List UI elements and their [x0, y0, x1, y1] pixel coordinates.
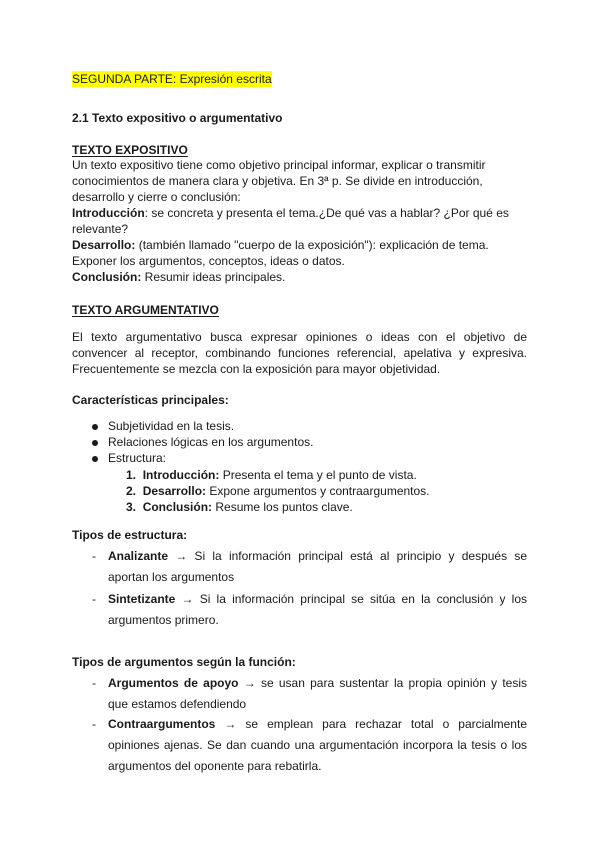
expositivo-conclusion	[72, 269, 285, 285]
analizante-label: Analizante	[108, 549, 169, 563]
argumento-apoyo	[108, 675, 527, 691]
contra-cont-1: opiniones ajenas. Se dan cuando una argumentación incorpora la tesis o los	[108, 738, 527, 752]
bullet-item: Subjetividad en la tesis.	[108, 419, 235, 433]
estructura-label: Introducción:	[142, 468, 220, 482]
bullet-icon	[92, 424, 98, 430]
tipos-argumentos-title: Tipos de argumentos según la función:	[72, 655, 296, 669]
expositivo-desarrollo	[72, 237, 489, 253]
estructura-item-3	[126, 499, 353, 515]
estructura-item-2	[126, 483, 430, 499]
estructura-num: 3.	[126, 500, 137, 514]
apoyo-cont: que estamos defendiendo	[108, 697, 247, 711]
estructura-text: Presenta el tema y el punto de vista.	[219, 468, 417, 482]
argumentativo-line-1: El texto argumentativo busca expresar opiniones o ideas con el objetivo de	[72, 330, 527, 344]
expositivo-heading: TEXTO EXPOSITIVO	[72, 143, 188, 157]
contra-text: → se emplean para rechazar total o parcialmente	[224, 717, 527, 731]
argumentativo-line-3: Frecuentemente se mezcla con la exposición para mayor objetividad.	[72, 362, 441, 376]
argumentativo-heading: TEXTO ARGUMENTATIVO	[72, 303, 219, 317]
estructura-label: Desarrollo:	[142, 484, 207, 498]
bullet-icon	[92, 440, 98, 446]
dash-marker: -	[92, 676, 96, 690]
estructura-sintetizante	[108, 591, 527, 607]
dash-marker: -	[92, 549, 96, 563]
dash-marker: -	[92, 717, 96, 731]
desarrollo-label: Desarrollo:	[72, 238, 136, 252]
apoyo-label: Argumentos de apoyo	[108, 676, 239, 690]
dash-marker: -	[92, 592, 96, 606]
estructura-num: 2.	[126, 484, 137, 498]
estructura-text: Expone argumentos y contraargumentos.	[206, 484, 430, 498]
analizante-cont: aportan los argumentos	[108, 570, 235, 584]
intro-text: : se concreta y presenta el tema.¿De qué vas a hablar? ¿Por qué es	[144, 206, 509, 220]
expositivo-line-2: conocimientos de manera clara y objetiva. En 3ª p. Se divide en introducción,	[72, 174, 483, 188]
expositivo-intro	[72, 205, 509, 221]
section-title: 2.1 Texto expositivo o argumentativo	[72, 111, 283, 125]
intro-label: Introducción	[72, 206, 145, 220]
estructura-num: 1.	[126, 468, 137, 482]
sintetizante-label: Sintetizante	[108, 592, 176, 606]
sintetizante-cont: argumentos primero.	[108, 613, 219, 627]
analizante-text: → Si la información principal está al principio y después se	[175, 549, 527, 563]
expositivo-line-3: desarrollo y cierre o conclusión:	[72, 190, 241, 204]
desarrollo-text: (también llamado "cuerpo de la exposición"): explicación de tema.	[135, 238, 489, 252]
expositivo-intro-cont: relevante?	[72, 222, 129, 236]
part-title: SEGUNDA PARTE: Expresión escrita	[72, 72, 272, 86]
bullet-item: Relaciones lógicas en los argumentos.	[108, 435, 314, 449]
sintetizante-text: → Si la información principal se sitúa en la conclusión y los	[181, 592, 527, 606]
estructura-text: Resume los puntos clave.	[212, 500, 353, 514]
apoyo-text: → se usan para sustentar la propia opinión y tesis	[243, 676, 527, 690]
tipos-estructura-title: Tipos de estructura:	[72, 528, 188, 542]
estructura-label: Conclusión:	[142, 500, 213, 514]
expositivo-line-1: Un texto expositivo tiene como objetivo principal informar, explicar o transmitir	[72, 158, 486, 172]
conclusion-text: Resumir ideas principales.	[141, 270, 286, 284]
contra-cont-2: argumentos del oponente para rebatirla.	[108, 759, 322, 773]
argumentativo-line-2: convencer al receptor, combinando funciones referencial, apelativa y expresiva.	[72, 346, 527, 360]
contra-label: Contraargumentos	[108, 717, 216, 731]
bullet-item: Estructura:	[108, 451, 167, 465]
bullet-icon	[92, 456, 98, 462]
contraargumentos	[108, 716, 527, 732]
estructura-analizante	[108, 548, 527, 564]
caracteristicas-title: Características principales:	[72, 393, 229, 407]
estructura-item-1	[126, 467, 417, 483]
conclusion-label: Conclusión:	[72, 270, 142, 284]
expositivo-desarrollo-cont: Exponer los argumentos, conceptos, ideas o datos.	[72, 254, 345, 268]
